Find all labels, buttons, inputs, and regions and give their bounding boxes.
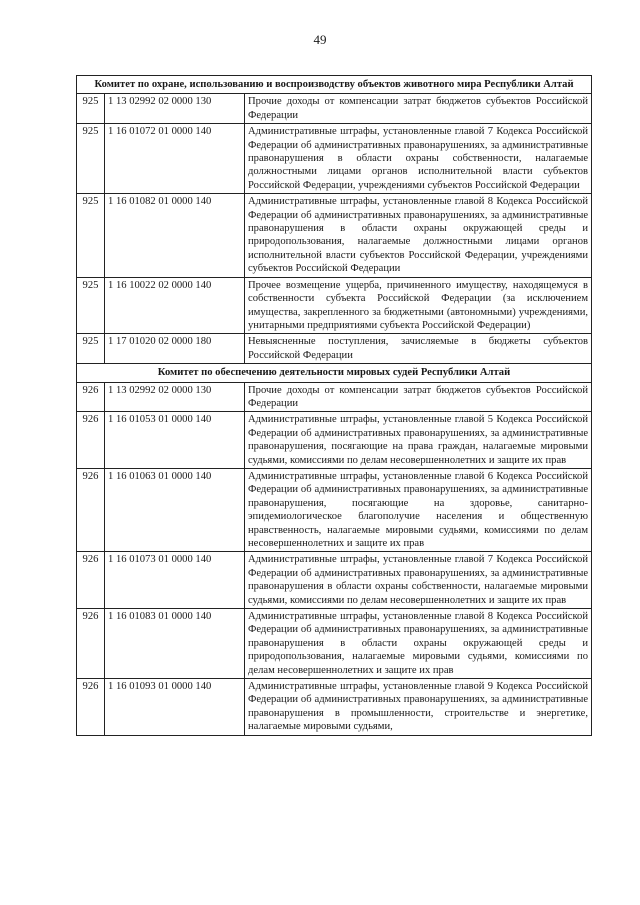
revenue-classification-table bbox=[76, 75, 592, 736]
admin-code-cell: 926 bbox=[77, 468, 105, 551]
revenue-name-cell: Административные штрафы, установленные главой 5 Кодекса Российской Федерации об административных правонарушениях, за административные правонарушения, посягающие на права граждан, налагаемые мировыми судьями, комиссиями по делам несовершеннолетних и защите их прав bbox=[245, 412, 592, 469]
admin-code-cell: 925 bbox=[77, 277, 105, 334]
section-header-row bbox=[77, 364, 592, 382]
revenue-code-cell: 1 16 01053 01 0000 140 bbox=[105, 412, 245, 469]
revenue-name-cell: Административные штрафы, установленные главой 7 Кодекса Российской Федерации об административных правонарушениях, за административные правонарушения в области охраны собственности, налагаемые мировыми судьями, комиссиями по делам несовершеннолетних и защите их прав bbox=[245, 552, 592, 609]
admin-code-cell: 926 bbox=[77, 609, 105, 679]
section-title: Комитет по охране, использованию и воспроизводству объектов животного мира Республики Алтай bbox=[77, 76, 592, 94]
admin-code-cell: 926 bbox=[77, 679, 105, 736]
table-row bbox=[77, 194, 592, 277]
table-row bbox=[77, 124, 592, 194]
revenue-name-cell: Прочие доходы от компенсации затрат бюджетов субъектов Российской Федерации bbox=[245, 382, 592, 412]
table-row bbox=[77, 468, 592, 551]
page-number: 49 bbox=[313, 32, 327, 47]
admin-code-cell: 925 bbox=[77, 334, 105, 364]
revenue-code-cell: 1 16 01073 01 0000 140 bbox=[105, 552, 245, 609]
section-header-row bbox=[77, 76, 592, 94]
revenue-name-cell: Прочие доходы от компенсации затрат бюджетов субъектов Российской Федерации bbox=[245, 94, 592, 124]
admin-code-cell: 926 bbox=[77, 382, 105, 412]
revenue-name-cell: Административные штрафы, установленные главой 8 Кодекса Российской Федерации об административных правонарушениях, за административные правонарушения в области охраны окружающей среды и природопользования, налагаемые мировыми судьями, комиссиями по делам несовершеннолетних и защите их прав bbox=[245, 609, 592, 679]
revenue-name-cell: Административные штрафы, установленные главой 7 Кодекса Российской Федерации об административных правонарушениях, за административные правонарушения в области охраны собственности, налагаемые должностными лицами органов исполнительной власти субъектов Российской Федерации, учреждениями субъектов Российской Федерации bbox=[245, 124, 592, 194]
revenue-code-cell: 1 16 10022 02 0000 140 bbox=[105, 277, 245, 334]
admin-code-cell: 925 bbox=[77, 124, 105, 194]
revenue-code-cell: 1 16 01063 01 0000 140 bbox=[105, 468, 245, 551]
revenue-name-cell: Административные штрафы, установленные главой 6 Кодекса Российской Федерации об административных правонарушениях, за административные правонарушения, посягающие на здоровье, санитарно-эпидемиологическое благополучие населения и общественную нравственность, налагаемые мировыми судьями, комиссиями по делам несовершеннолетних и защите их прав bbox=[245, 468, 592, 551]
revenue-name-cell: Прочее возмещение ущерба, причиненного имуществу, находящемуся в собственности субъекта Российской Федерации (за исключением имущества, закрепленного за бюджетными (автономными) учреждениями, унитарными предприятиями субъекта Российской Федерации) bbox=[245, 277, 592, 334]
table-row bbox=[77, 552, 592, 609]
admin-code-cell: 926 bbox=[77, 552, 105, 609]
table-row bbox=[77, 679, 592, 736]
revenue-name-cell: Административные штрафы, установленные главой 9 Кодекса Российской Федерации об административных правонарушениях, за административные правонарушения в промышленности, строительстве и энергетике, налагаемые мировыми судьями, bbox=[245, 679, 592, 736]
table-row bbox=[77, 277, 592, 334]
table-row bbox=[77, 94, 592, 124]
revenue-code-cell: 1 16 01093 01 0000 140 bbox=[105, 679, 245, 736]
revenue-name-cell: Административные штрафы, установленные главой 8 Кодекса Российской Федерации об административных правонарушениях, за административные правонарушения в области охраны окружающей среды и природопользования, налагаемые должностными лицами органов исполнительной власти субъектов Российской Федерации, учреждениями субъектов Российской Федерации bbox=[245, 194, 592, 277]
table-row bbox=[77, 382, 592, 412]
revenue-code-cell: 1 13 02992 02 0000 130 bbox=[105, 382, 245, 412]
table-row bbox=[77, 412, 592, 469]
revenue-code-cell: 1 16 01083 01 0000 140 bbox=[105, 609, 245, 679]
revenue-code-cell: 1 17 01020 02 0000 180 bbox=[105, 334, 245, 364]
section-title: Комитет по обеспечению деятельности мировых судей Республики Алтай bbox=[77, 364, 592, 382]
admin-code-cell: 926 bbox=[77, 412, 105, 469]
table-row bbox=[77, 609, 592, 679]
revenue-code-cell: 1 13 02992 02 0000 130 bbox=[105, 94, 245, 124]
revenue-code-cell: 1 16 01072 01 0000 140 bbox=[105, 124, 245, 194]
admin-code-cell: 925 bbox=[77, 194, 105, 277]
revenue-code-cell: 1 16 01082 01 0000 140 bbox=[105, 194, 245, 277]
table-row bbox=[77, 334, 592, 364]
revenue-name-cell: Невыясненные поступления, зачисляемые в бюджеты субъектов Российской Федерации bbox=[245, 334, 592, 364]
admin-code-cell: 925 bbox=[77, 94, 105, 124]
